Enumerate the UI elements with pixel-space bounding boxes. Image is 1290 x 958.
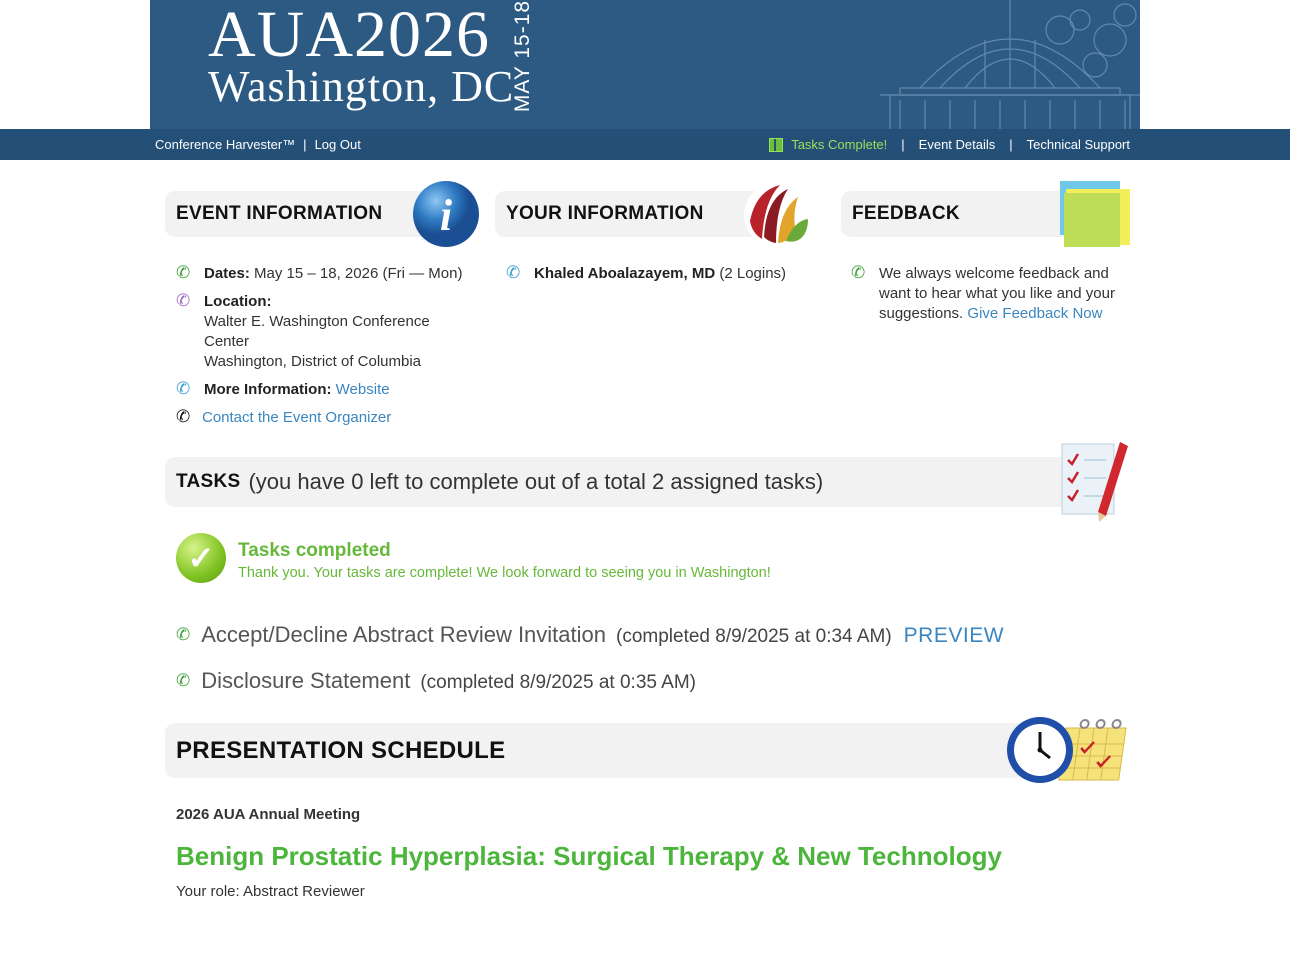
- preview-link[interactable]: PREVIEW: [903, 624, 1005, 647]
- event-information-content: [176, 264, 476, 436]
- location-line2: Center: [204, 333, 250, 350]
- location-label: Location:: [204, 293, 272, 310]
- phone-icon: ✆: [851, 263, 866, 282]
- user-role: Your role: Abstract Reviewer: [176, 883, 365, 900]
- dates-value: May 15 – 18, 2026 (Fri — Mon): [254, 265, 463, 282]
- top-nav-bar: [0, 129, 1290, 160]
- tasks-complete-label: Tasks Complete!: [791, 137, 888, 152]
- banner-dates: MAY 15-18: [511, 0, 534, 113]
- feedback-content: [851, 264, 1121, 332]
- phone-icon: ✆: [176, 379, 191, 398]
- task-item: [176, 668, 696, 694]
- phone-icon: ✆: [506, 263, 521, 282]
- capitol-dome-illustration: [880, 0, 1140, 129]
- phone-icon: ✆: [176, 671, 191, 690]
- contact-row: [176, 408, 476, 428]
- clock-calendar-icon: [1006, 714, 1132, 788]
- checkmark-circle-icon: ✓: [176, 533, 226, 583]
- tasks-title: TASKS: [176, 471, 241, 492]
- log-out-link[interactable]: Log Out: [314, 137, 361, 152]
- event-information-title: EVENT INFORMATION: [176, 203, 383, 224]
- nav-separator: |: [1009, 137, 1013, 152]
- svg-text:i: i: [439, 191, 453, 240]
- task-name: Disclosure Statement: [201, 668, 411, 693]
- user-logins: (2 Logins): [719, 265, 787, 282]
- checklist-pencil-icon: [1058, 438, 1132, 524]
- dates-label: Dates:: [204, 265, 250, 282]
- feedback-title: FEEDBACK: [852, 203, 960, 224]
- phone-icon: ✆: [176, 263, 191, 282]
- session-title-link[interactable]: Benign Prostatic Hyperplasia: Surgical Therapy & New Technology: [176, 841, 1002, 871]
- your-information-title: YOUR INFORMATION: [506, 203, 704, 224]
- tasks-completed-notice: [176, 533, 771, 583]
- contact-event-organizer-link[interactable]: Contact the Event Organizer: [202, 409, 392, 426]
- info-icon: [412, 180, 480, 248]
- tasks-subtitle: (you have 0 left to complete out of a total 2 assigned tasks): [248, 469, 824, 494]
- presentation-schedule-title: PRESENTATION SCHEDULE: [176, 736, 506, 764]
- meeting-name: 2026 AUA Annual Meeting: [176, 806, 361, 823]
- phone-icon: ✆: [176, 291, 191, 310]
- tasks-completed-title: Tasks completed: [238, 540, 391, 561]
- globe-logo-icon: [742, 181, 810, 249]
- phone-icon: ✆: [176, 625, 191, 644]
- task-name: Accept/Decline Abstract Review Invitation: [201, 622, 606, 647]
- your-information-content: [506, 264, 826, 292]
- tasks-complete-icon: [769, 138, 783, 152]
- phone-icon: ✆: [176, 407, 191, 426]
- location-line3: Washington, District of Columbia: [204, 353, 422, 370]
- website-link[interactable]: Website: [335, 381, 390, 398]
- feedback-row: [851, 264, 1121, 324]
- event-details-link[interactable]: Event Details: [918, 137, 996, 152]
- task-item: [176, 622, 1004, 648]
- tasks-complete-link[interactable]: [769, 137, 887, 152]
- give-feedback-link[interactable]: Give Feedback Now: [967, 305, 1103, 322]
- presentation-schedule-header: [165, 723, 1025, 778]
- more-info-row: [176, 380, 476, 400]
- dates-row: [176, 264, 476, 284]
- task-completed-meta: (completed 8/9/2025 at 0:35 AM): [420, 672, 697, 693]
- technical-support-link[interactable]: Technical Support: [1026, 137, 1130, 152]
- task-completed-meta: (completed 8/9/2025 at 0:34 AM): [616, 626, 892, 647]
- banner-title: AUA2026: [208, 0, 490, 71]
- location-line1: Walter E. Washington Conference: [204, 313, 430, 330]
- more-info-label: More Information:: [204, 381, 332, 398]
- user-name: Khaled Aboalazayem, MD: [534, 265, 716, 282]
- feedback-text: We always welcome feedback and want to hear what you like and your suggestions.: [879, 265, 1115, 322]
- location-row: [176, 292, 476, 372]
- tasks-completed-message: Thank you. Your tasks are complete! We look forward to seeing you in Washington!: [238, 565, 771, 581]
- conference-harvester-link[interactable]: Conference Harvester™: [155, 137, 296, 152]
- user-row: [506, 264, 826, 284]
- banner-city: Washington, DC: [208, 62, 515, 111]
- tasks-header: [165, 457, 1115, 507]
- nav-separator: |: [303, 137, 307, 152]
- banner: [150, 0, 1140, 129]
- nav-separator: |: [901, 137, 905, 152]
- sticky-note-icon: [1058, 179, 1132, 249]
